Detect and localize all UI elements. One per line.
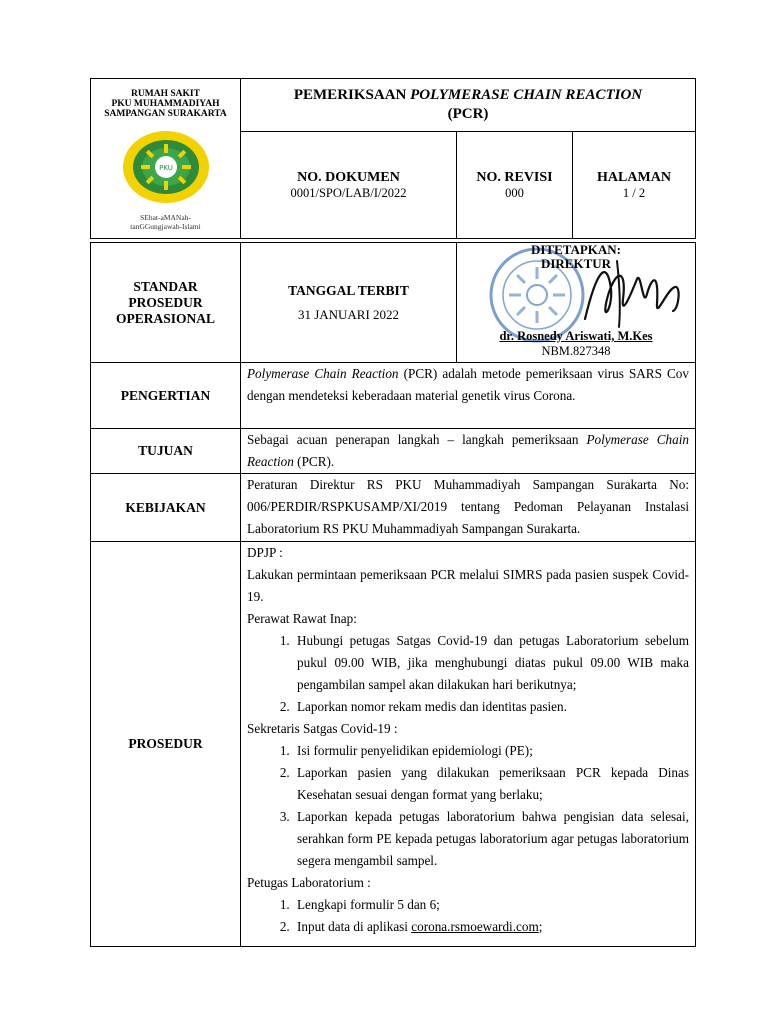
hospital-logo-icon: [121, 127, 211, 207]
lab-step2-text: Input data di aplikasi: [297, 919, 412, 934]
pengertian-text: (PCR) adalah metode pemeriksaan virus SARS Cov dengan mendeteksi keberadaan material genetik virus Corona.: [247, 366, 689, 403]
sekretaris-heading: Sekretaris Satgas Covid-19 :: [247, 721, 398, 736]
hospital-name: [91, 89, 240, 119]
perawat-heading: Perawat Rawat Inap:: [247, 611, 357, 626]
approval-heading-line: DIREKTUR: [540, 256, 612, 271]
document-number-value: 0001/SPO/LAB/I/2022: [290, 185, 407, 200]
kebijakan-label: KEBIJAKAN: [91, 474, 241, 542]
sop-body-table: [90, 242, 696, 947]
pengertian-label: PENGERTIAN: [91, 363, 241, 429]
revision-label: NO. REVISI: [476, 169, 553, 185]
sop-label-line: PROSEDUR: [128, 294, 203, 310]
corona-app-link[interactable]: corona.rsmoewardi.com: [411, 919, 539, 934]
hospital-motto: [91, 213, 240, 231]
sop-label-cell: [91, 243, 241, 363]
list-item: [293, 916, 689, 938]
approval-cell: [457, 243, 696, 363]
issue-date-cell: [241, 243, 457, 363]
document-number-label: NO. DOKUMEN: [297, 169, 400, 185]
hospital-name-line: RUMAH SAKIT: [131, 89, 200, 99]
page-value: 1 / 2: [622, 185, 646, 200]
issue-date-value: 31 JANUARI 2022: [297, 306, 400, 322]
pengertian-content: [241, 363, 696, 429]
director-nbm: NBM.827348: [541, 344, 611, 358]
prosedur-content: [241, 542, 696, 947]
approval-heading-line: DITETAPKAN:: [530, 242, 622, 257]
sop-label-line: STANDAR: [133, 278, 198, 294]
page-cell: [573, 132, 696, 239]
list-item: 2. Laporkan pasien yang dilakukan pemeriksaan PCR kepada Dinas Kesehatan sesuai dengan format yang berlaku;: [293, 762, 689, 806]
tujuan-text-end: (PCR).: [293, 454, 335, 469]
list-item: 1. Isi formulir penyelidikan epidemiologi (PE);: [293, 740, 689, 762]
motto-line: SEhat-aMANah-: [140, 213, 191, 222]
hospital-name-line: PKU MUHAMMADIYAH: [111, 99, 220, 109]
svg-text:PKU: PKU: [158, 164, 173, 172]
motto-line: tanGGungjawab-Islami: [130, 222, 201, 231]
dpjp-heading: DPJP :: [247, 545, 283, 560]
prosedur-label: PROSEDUR: [91, 542, 241, 947]
hospital-identity-cell: [91, 79, 241, 239]
approval-heading: [457, 243, 695, 271]
revision-value: 000: [505, 185, 524, 200]
list-item: 2. Laporkan nomor rekam medis dan identitas pasien.: [293, 696, 689, 718]
document-number-cell: [241, 132, 457, 239]
revision-cell: [457, 132, 573, 239]
title-suffix: (PCR): [447, 106, 489, 122]
sekretaris-steps-list: [247, 740, 689, 872]
lab-heading: Petugas Laboratorium :: [247, 875, 371, 890]
document-title: [241, 86, 695, 124]
tujuan-label: TUJUAN: [91, 429, 241, 474]
tujuan-italic-term: Polymerase Chain Reaction: [247, 432, 689, 469]
title-italic: POLYMERASE CHAIN REACTION: [410, 87, 643, 103]
hospital-name-line: SAMPANGAN SURAKARTA: [104, 109, 227, 119]
pengertian-italic-term: Polymerase Chain Reaction: [247, 366, 399, 381]
perawat-steps-list: [247, 630, 689, 718]
list-item: 1. Lengkapi formulir 5 dan 6;: [293, 894, 689, 916]
sop-label-line: OPERASIONAL: [115, 310, 215, 326]
kebijakan-content: Peraturan Direktur RS PKU Muhammadiyah Sampangan Surakarta No: 006/PERDIR/RSPKUSAMP/XI/2019 tentang Pedoman Pelayanan Instalasi Laboratorium RS PKU Muhammadiyah Sampangan Surakarta.: [241, 474, 696, 542]
director-name: dr. Rosnedy Ariswati, M.Kes: [499, 329, 653, 343]
document-header-table: [90, 78, 696, 239]
tujuan-text: Sebagai acuan penerapan langkah – langkah pemeriksaan: [247, 432, 587, 447]
dpjp-text: Lakukan permintaan pemeriksaan PCR melalui SIMRS pada pasien suspek Covid-19.: [247, 567, 689, 604]
list-item: 1. Hubungi petugas Satgas Covid-19 dan petugas Laboratorium sebelum pukul 09.00 WIB, jika menghubungi diatas pukul 09.00 WIB maka pengambilan sampel akan dilakukan hari berikutnya;: [293, 630, 689, 696]
lab-step2-end: ;: [538, 919, 543, 934]
lab-steps-list: [247, 894, 689, 938]
document-title-cell: [241, 79, 696, 132]
title-prefix: PEMERIKSAAN: [293, 87, 407, 103]
list-item: 3. Laporkan kepada petugas laboratorium bahwa pengisian data selesai, serahkan form PE kepada petugas laboratorium agar petugas laboratorium segera mengambil sampel.: [293, 806, 689, 872]
tujuan-content: [241, 429, 696, 474]
page-label: HALAMAN: [597, 169, 671, 185]
issue-date-label: TANGGAL TERBIT: [288, 282, 409, 298]
